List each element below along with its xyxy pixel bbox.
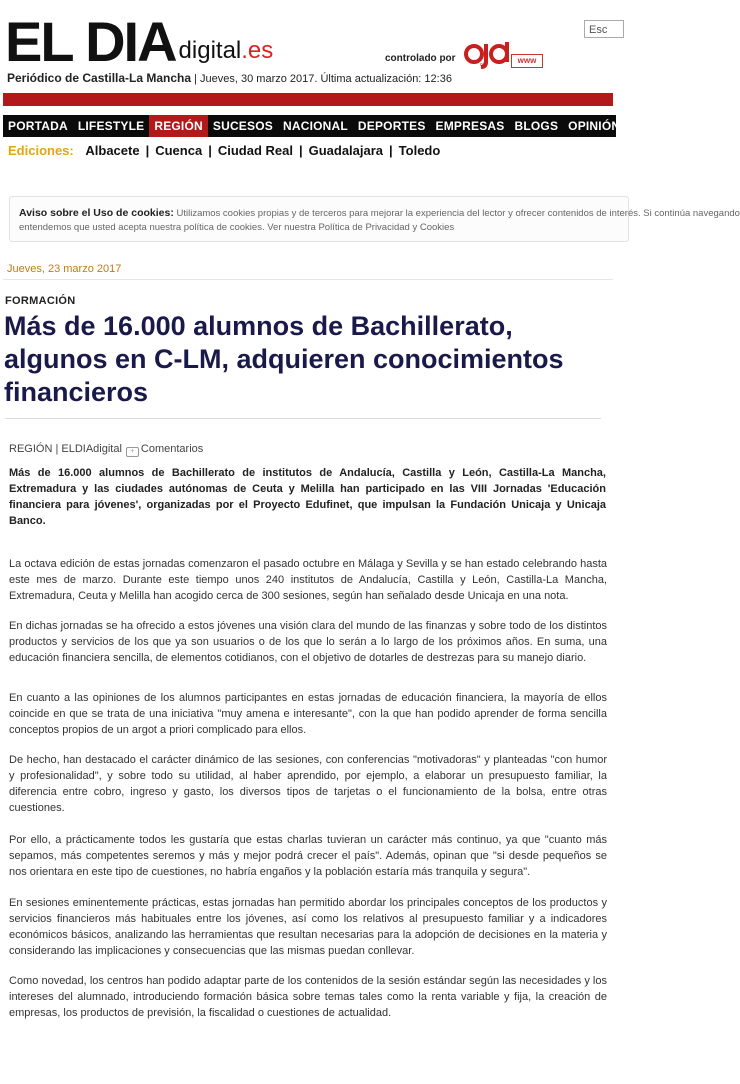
article-paragraph: La octava edición de estas jornadas comenzaron el pasado octubre en Málaga y Sevilla y se han estado celebrando hasta este mes de marzo. Durante este tiempo unos 240 institutos de Andalucía, Castilla y León, Castilla-La Mancha, Extremadura, Ceuta y Melilla han acogido cerca de 300 sesiones, según han señalado desde Unicaja en una nota.	[9, 558, 607, 602]
site-logo[interactable]	[5, 10, 274, 73]
edition-separator: |	[389, 143, 393, 158]
nav-item-portada[interactable]: PORTADA	[8, 119, 68, 133]
article-paragraph: En dichas jornadas se ha ofrecido a estos jóvenes una visión clara del mundo de las finanzas y sobre todo de los distintos productos y servicios de los que ya son usuarios o de los que lo serán a lo largo de los próximos años. En suma, una educación financiera sencilla, de elementos cotidianos, con el objetivo de dotarles de destrezas para su manejo diario.	[9, 620, 607, 664]
editions-bar	[8, 143, 440, 158]
article-paragraph: Por ello, a prácticamente todos les gustaría que estas charlas tuvieran un carácter más continuo, ya que "cuanto más sepamos, más competentes seremos y más y mejor podrá crecer el país". Además, opinan que "si desde pequeños se nos orientara en este tipo de cuestiones, no habría engaños y la población estaría más tranquila y segura".	[9, 834, 607, 878]
edition-separator: |	[145, 143, 150, 158]
byline-source[interactable]: REGIÓN | ELDIAdigital	[9, 443, 122, 455]
article-paragraph: Como novedad, los centros han podido adaptar parte de los contenidos de la sesión estándar según las necesidades y los intereses del alumnado, introduciendo formación básica sobre temas tales como la renta variable y fija, la creación de empresas, los productos de previsión, la fiscalidad o cuestiones de actualidad.	[9, 975, 607, 1019]
ojd-logo-icon[interactable]	[465, 40, 511, 68]
article-paragraph: En cuanto a las opiniones de los alumnos participantes en estas jornadas de educación financiera, la mayoría de ellos coincide en que se trata de una iniciativa "muy amena e interesante", con la que han podido aprender de forma sencilla conceptos propios de un argot a priori complicado para ellos.	[9, 692, 607, 736]
ojd-logo-text: ojd	[480, 62, 487, 68]
nav-item-region[interactable]: REGIÓN	[149, 115, 208, 137]
nav-item-lifestyle[interactable]: LIFESTYLE	[77, 119, 145, 133]
divider	[3, 279, 613, 280]
cookie-notice	[9, 196, 740, 242]
nav-item-more[interactable]: MO	[630, 119, 650, 133]
editions-label: Ediciones:	[8, 143, 74, 158]
nav-item-sucesos[interactable]: SUCESOS	[212, 119, 273, 133]
edition-link-ciudad-real[interactable]: Ciudad Real	[217, 143, 293, 158]
edition-link-cuenca[interactable]: Cuenca	[155, 143, 203, 158]
main-nav	[3, 115, 650, 137]
logo-digital-text	[179, 34, 274, 68]
nav-item-nacional[interactable]: NACIONAL	[282, 119, 348, 133]
edition-link-guadalajara[interactable]: Guadalajara	[308, 143, 384, 158]
search-input[interactable]: Esc	[584, 20, 624, 38]
edition-separator: |	[298, 143, 303, 158]
article-headline: Más de 16.000 alumnos de Bachillerato, algunos en C-LM, adquieren conocimientos financieros	[4, 311, 564, 407]
nav-item-blogs[interactable]: BLOGS	[514, 119, 559, 133]
article-lead: Más de 16.000 alumnos de Bachillerato de institutos de Andalucía, Castilla y León, Castilla-La Mancha, Extremadura y las ciudades autónomas de Ceuta y Melilla han participado en las VIII Jornadas 'Educación financiera para jóvenes', organizadas por el Proyecto Edufinet, que impulsan la Fundación Unicaja y Unicaja Banco.	[9, 467, 606, 527]
nav-item-opinion[interactable]: OPINIÓN	[568, 119, 621, 133]
tagline	[7, 71, 452, 85]
comments-link[interactable]: Comentarios	[140, 443, 204, 455]
tagline-title: Periódico de Castilla-La Mancha	[7, 71, 192, 85]
nav-item-empresas[interactable]: EMPRESAS	[435, 119, 505, 133]
edition-separator: |	[208, 143, 212, 158]
article-paragraph: En sesiones eminentemente prácticas, estas jornadas han permitido abordar los principales conceptos de los productos y servicios financieros más habituales entre los jóvenes, así como los relativos al presupuesto familiar y a indicadores económicos básicos, analizando las herramientas que resultan necesarias para la adopción de decisiones en la materia y considerando las implicaciones y consecuencias que las mismas puedan conllevar.	[9, 897, 607, 957]
tagline-date-update: | Jueves, 30 marzo 2017. Última actualización: 12:36	[191, 73, 452, 85]
edition-link-toledo[interactable]: Toledo	[398, 143, 441, 158]
cookie-policy-link[interactable]: entendemos que usted acepta nuestra política de cookies. Ver nuestra Política de Privacidad y Cookies	[19, 222, 455, 233]
article-date: Jueves, 23 marzo 2017	[7, 263, 122, 275]
cookie-text: Utilizamos cookies propias y de terceros para mejorar la experiencia del lector y ofrecer contenidos de interés. Si continúa navegando	[173, 208, 740, 219]
logo-main-text: EL DIA	[5, 10, 176, 73]
cookie-line-1	[19, 206, 740, 221]
article-section-label[interactable]: FORMACIÓN	[5, 295, 76, 307]
brand-red-bar	[3, 93, 613, 106]
logo-es-suffix: .es	[241, 37, 274, 64]
www-badge: www	[511, 54, 543, 68]
controlado-por-label: controlado por	[385, 53, 456, 64]
divider	[5, 418, 601, 419]
comment-icon[interactable]: +	[126, 447, 139, 457]
logo-digital-word: digital	[178, 37, 242, 64]
edition-link-albacete[interactable]: Albacete	[85, 143, 140, 158]
article-paragraph: De hecho, han destacado el carácter dinámico de las sesiones, con conferencias "motivadoras" y planteadas "con humor y profesionalidad", y sobre todo su utilidad, al haber aprendido, por ejemplo, a elaborar un presupuesto familiar, la diferencia entre cobro, ingreso y gasto, los diversos tipos de tarjetas o el funcionamiento de la bolsa, entre otras cuestiones.	[9, 754, 607, 814]
article-byline	[9, 443, 203, 456]
cookie-title: Aviso sobre el Uso de cookies:	[19, 207, 174, 219]
nav-item-deportes[interactable]: DEPORTES	[357, 119, 426, 133]
